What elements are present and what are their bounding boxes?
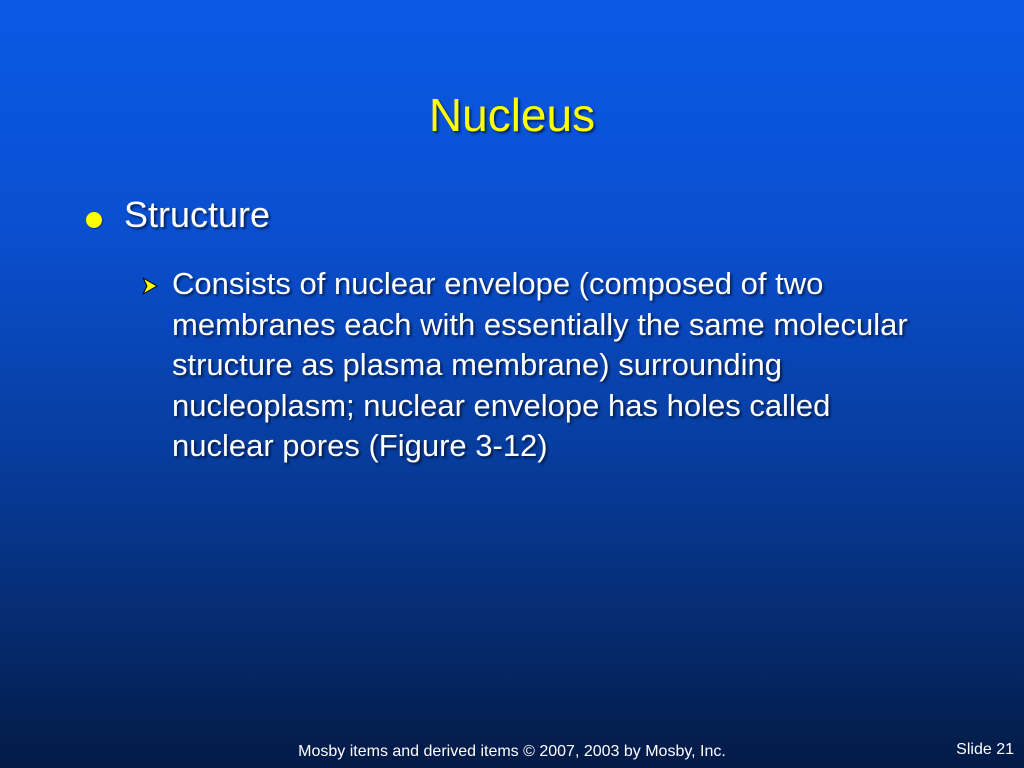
bullet-text: Structure bbox=[124, 194, 271, 235]
footer-copyright: Mosby items and derived items © 2007, 2003 by Mosby, Inc. bbox=[298, 743, 726, 760]
filled-circle-icon bbox=[86, 212, 102, 228]
subbullet-item bbox=[140, 264, 920, 467]
arrowhead-icon bbox=[140, 276, 160, 296]
subbullet-text: Consists of nuclear envelope (composed of two membranes each with essentially the same molecular structure as plasma membrane) surrounding nucleoplasm; nuclear envelope has holes called nuclear pores (Figure 3-12) bbox=[172, 266, 908, 463]
bullet-item-structure bbox=[86, 192, 270, 238]
slide-title: Nucleus bbox=[428, 89, 596, 141]
slide-number: Slide 21 bbox=[956, 741, 1014, 758]
